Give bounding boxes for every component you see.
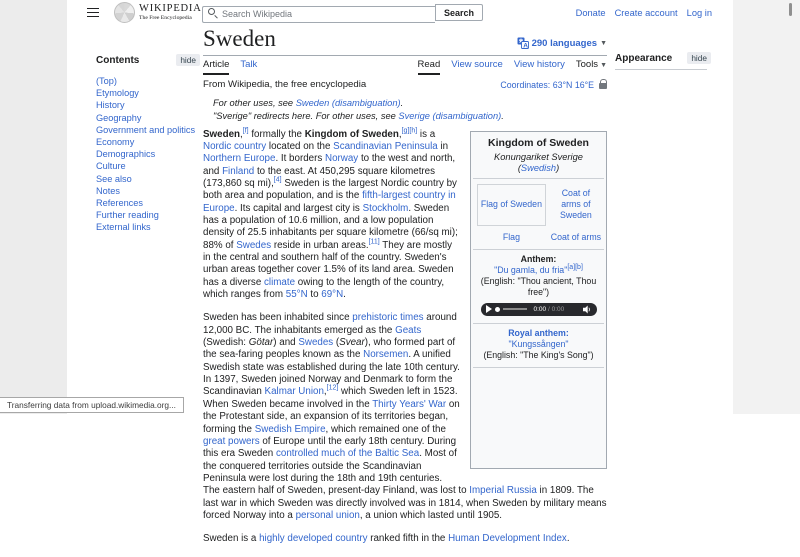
reference-link[interactable]: [12] bbox=[326, 385, 339, 393]
text-run: They are mostly in the central and southern half of the country. Sweden's urban areas together cover 1.5% of its land area. Sweden has a diverse bbox=[203, 239, 454, 288]
sidebar-item-references[interactable]: References bbox=[96, 198, 143, 209]
text-run: . Sweden has a population of 10.6 million, and a low population density of 25.5 inhabitants per square kilometre (66/sq mi); 88% of bbox=[203, 202, 458, 251]
sidebar-item-further-reading[interactable]: Further reading bbox=[96, 210, 159, 221]
text-run: to the west and north, and bbox=[203, 153, 456, 177]
seek-track[interactable] bbox=[503, 308, 527, 310]
appearance-title: Appearance bbox=[615, 52, 673, 64]
contents-hide-button[interactable]: hide bbox=[176, 54, 200, 66]
languages-label: 290 languages bbox=[531, 37, 598, 49]
anthem-label: Anthem: bbox=[520, 253, 557, 264]
text-run: to the east. At 450,295 square kilometres (173,860 sq mi), bbox=[203, 165, 436, 189]
search-button[interactable]: Search bbox=[435, 4, 483, 21]
page-title: Sweden bbox=[203, 26, 276, 51]
wiki-link[interactable]: Scandinavian Peninsula bbox=[333, 140, 438, 152]
text-run: , a union which lasted until 1905. bbox=[359, 509, 503, 521]
wiki-link[interactable]: controlled much of the Baltic Sea bbox=[275, 448, 420, 460]
text-run: reside in urban areas. bbox=[271, 239, 369, 251]
text-run: is a bbox=[417, 128, 436, 140]
text-run: ( bbox=[333, 337, 340, 349]
page-margin-right bbox=[733, 0, 800, 414]
paragraph bbox=[203, 533, 607, 545]
tab-view-source[interactable]: View source bbox=[451, 59, 503, 70]
wiki-link[interactable]: Swedish Empire bbox=[254, 423, 326, 435]
wiki-link[interactable]: fifth-largest country in Europe bbox=[203, 190, 456, 214]
text-run: Kingdom of Sweden bbox=[304, 128, 399, 140]
reference-link[interactable]: [a][b] bbox=[567, 263, 583, 271]
tab-bar bbox=[203, 59, 607, 75]
page-protected-lock-icon bbox=[599, 83, 607, 89]
user-links bbox=[576, 8, 712, 18]
text-run: "Sverige" redirects here. For other uses, see bbox=[213, 110, 399, 121]
chevron-down-icon: ▼ bbox=[600, 62, 607, 69]
wiki-link[interactable]: personal union bbox=[295, 509, 360, 521]
royal-anthem-label-link[interactable]: Royal anthem: bbox=[508, 327, 569, 338]
appearance-hide-button[interactable]: hide bbox=[687, 52, 711, 64]
tab-article[interactable]: Article bbox=[203, 59, 229, 75]
sidebar-item-etymology[interactable]: Etymology bbox=[96, 88, 139, 99]
search-icon bbox=[208, 8, 215, 15]
text-run: (Swedish: bbox=[203, 337, 249, 349]
text-run: Sweden is a bbox=[203, 533, 260, 545]
coordinates-link[interactable]: Coordinates: 63°N 16°E bbox=[500, 79, 594, 90]
text-run: For other uses, see bbox=[213, 98, 296, 108]
wiki-link[interactable]: 69°N bbox=[321, 289, 344, 301]
royal-anthem-link[interactable]: "Kungssången" bbox=[508, 338, 569, 349]
reference-link[interactable]: [f] bbox=[242, 127, 249, 135]
wiki-link[interactable]: Sweden (disambiguation) bbox=[295, 98, 401, 108]
logo-tagline: The Free Encyclopedia bbox=[139, 14, 192, 21]
infobox bbox=[470, 131, 607, 469]
text-run: Sweden has been inhabited since bbox=[203, 312, 353, 324]
text-run: , bbox=[398, 128, 402, 140]
text-run: around 12,000 BC. The inhabitants emerged as the bbox=[203, 312, 457, 336]
sidebar-item-demographics[interactable]: Demographics bbox=[96, 149, 156, 160]
text-run: . Most of the conquered territories outside the Scandinavian Peninsula were lost during the 18th and 19th centuries. The eastern half of Sweden, present-day Finland, was lost to bbox=[203, 448, 470, 497]
search-input[interactable] bbox=[202, 6, 435, 23]
text-run: . A unified Swedish state was established during the late 10th century. In 1397, Sweden joined Norway and Denmark to form the Scandinavian bbox=[203, 349, 460, 398]
scrollbar-thumb[interactable] bbox=[789, 3, 792, 16]
royal-anthem-section bbox=[473, 323, 604, 367]
wiki-link[interactable]: Nordic country bbox=[203, 140, 267, 152]
text-run: . bbox=[343, 289, 346, 301]
text-run: in bbox=[437, 140, 449, 152]
wiki-link[interactable]: Human Development Index bbox=[448, 533, 567, 545]
text-run: . bbox=[501, 110, 504, 121]
logo-title: WIKIPEDIA bbox=[139, 2, 202, 14]
text-run: Sweden is the largest Nordic country by both area and population, and is the bbox=[203, 177, 457, 202]
wiki-link[interactable]: Stockholm bbox=[362, 202, 409, 214]
wiki-link[interactable]: prehistoric times bbox=[352, 312, 424, 324]
coordinates bbox=[500, 80, 607, 90]
play-icon[interactable] bbox=[486, 305, 492, 313]
wiki-link[interactable]: climate bbox=[264, 276, 296, 288]
chevron-down-icon: ▼ bbox=[600, 39, 607, 47]
wiki-link[interactable]: Geats bbox=[395, 324, 422, 336]
text-run: of Europe until the early 18th century. During this era Sweden bbox=[203, 435, 457, 460]
seek-handle[interactable] bbox=[495, 307, 500, 312]
text-run: which Sweden left in 1523. When Sweden became involved in the bbox=[203, 386, 458, 410]
tab-tools[interactable]: Tools ▼ bbox=[575, 59, 607, 70]
language-icon bbox=[517, 37, 529, 49]
text-run: owing to the length of the country, which ranges from bbox=[203, 276, 445, 301]
flag-image-placeholder[interactable]: Flag of Sweden bbox=[477, 184, 546, 226]
wiki-link[interactable]: Swedes bbox=[236, 239, 272, 251]
wiki-link[interactable]: Norway bbox=[325, 153, 359, 165]
audio-player[interactable]: 0:00 / 0:00 bbox=[481, 303, 597, 316]
languages-button[interactable] bbox=[517, 37, 607, 52]
wiki-link[interactable]: highly developed country bbox=[259, 533, 368, 545]
sidebar-item-economy[interactable]: Economy bbox=[96, 137, 135, 148]
hatnote bbox=[213, 97, 607, 110]
coat-caption-link[interactable]: Coat of arms bbox=[550, 231, 602, 242]
text-run: ), who formed part of the sea-faring peoples known as the bbox=[203, 337, 456, 361]
sidebar-item-culture[interactable]: Culture bbox=[96, 161, 126, 172]
search-bar bbox=[202, 4, 483, 23]
wiki-link[interactable]: Swedes bbox=[298, 337, 334, 349]
contents-list bbox=[96, 75, 200, 234]
infobox-native-name: Konungariket Sverige (Swedish) bbox=[494, 151, 583, 173]
wiki-link[interactable]: Swedish bbox=[520, 162, 557, 173]
wiki-link[interactable]: Thirty Years' War bbox=[372, 398, 447, 410]
reference-link[interactable]: [4] bbox=[273, 176, 282, 184]
browser-status-text: Transferring data from upload.wikimedia.org... bbox=[0, 397, 184, 413]
page-margin-left bbox=[0, 0, 67, 414]
wiki-link[interactable]: great powers bbox=[203, 435, 260, 447]
wiki-link[interactable]: Kalmar Union bbox=[264, 386, 324, 398]
text-run: Sweden bbox=[203, 128, 241, 140]
text-run: ) and bbox=[273, 337, 299, 349]
appearance-panel bbox=[615, 52, 711, 70]
text-run: , which remained one of the bbox=[325, 423, 446, 435]
wiki-link[interactable]: 55°N bbox=[285, 289, 308, 301]
wiki-link[interactable]: Northern Europe bbox=[203, 153, 276, 165]
sidebar-item-government-and-politics[interactable]: Government and politics bbox=[96, 124, 196, 135]
text-run: . It borders bbox=[275, 153, 325, 165]
login-link[interactable]: Log in bbox=[686, 8, 712, 18]
contents-sidebar bbox=[96, 54, 200, 234]
wiki-link[interactable]: Finland bbox=[222, 165, 255, 177]
create-account-link[interactable]: Create account bbox=[614, 8, 678, 18]
text-run: ranked fifth in the bbox=[367, 533, 449, 545]
text-run: . bbox=[566, 533, 570, 545]
tab-talk[interactable]: Talk bbox=[240, 59, 258, 70]
svg-text:A: A bbox=[522, 42, 528, 49]
hatnotes bbox=[203, 97, 607, 123]
text-run: Götar bbox=[248, 337, 274, 349]
text-run: Svear bbox=[339, 337, 365, 349]
wiki-link[interactable]: Imperial Russia bbox=[469, 485, 537, 497]
appearance-divider bbox=[615, 69, 707, 70]
hatnote bbox=[213, 110, 607, 123]
tab-view-history[interactable]: View history bbox=[513, 59, 565, 70]
royal-anthem-english: (English: "The King's Song") bbox=[483, 349, 594, 360]
wikipedia-globe-icon bbox=[114, 2, 135, 23]
reference-link[interactable]: [g][h] bbox=[401, 127, 418, 135]
anthem-link[interactable]: "Du gamla, du fria" bbox=[494, 264, 568, 275]
anthem-section bbox=[473, 249, 604, 323]
flag-caption-link[interactable]: Flag bbox=[502, 231, 520, 242]
wiki-link[interactable]: Sverige (disambiguation) bbox=[398, 110, 502, 121]
sidebar-item--top-[interactable]: (Top) bbox=[96, 76, 117, 86]
coat-of-arms-image-placeholder[interactable]: Coat of arms of Sweden bbox=[560, 188, 592, 221]
wikipedia-logo[interactable] bbox=[114, 2, 202, 23]
sidebar-item-history[interactable]: History bbox=[96, 100, 125, 111]
text-run: , bbox=[323, 386, 327, 398]
text-run: formally the bbox=[248, 128, 305, 140]
donate-link[interactable]: Donate bbox=[575, 8, 606, 18]
text-run: on the Protestant side, an expansion of its territories began, forming the bbox=[203, 398, 460, 435]
top-bar bbox=[67, 0, 733, 26]
infobox-title: Kingdom of Sweden bbox=[488, 136, 589, 149]
article-subtitle: From Wikipedia, the free encyclopedia bbox=[203, 79, 367, 90]
sidebar-item-notes[interactable]: Notes bbox=[96, 185, 121, 196]
text-run: to bbox=[307, 289, 322, 301]
wiki-link[interactable]: Norsemen bbox=[363, 349, 409, 361]
sidebar-item-geography[interactable]: Geography bbox=[96, 112, 142, 123]
anthem-english: (English: "Thou ancient, Thou free") bbox=[480, 275, 597, 297]
sidebar-item-see-also[interactable]: See also bbox=[96, 173, 132, 184]
article-body bbox=[203, 129, 607, 546]
tab-read[interactable]: Read bbox=[418, 59, 441, 75]
sidebar-item-external-links[interactable]: External links bbox=[96, 222, 151, 233]
article-main bbox=[203, 26, 607, 557]
contents-title: Contents bbox=[96, 54, 140, 66]
text-run: . bbox=[400, 98, 404, 108]
infobox-continues bbox=[473, 367, 604, 466]
main-menu-icon[interactable] bbox=[87, 8, 99, 20]
reference-link[interactable]: [11] bbox=[368, 238, 380, 246]
text-run: in 1809. The last war in which Sweden was directly involved was in 1814, when Sweden by military means forced Norway into a bbox=[203, 485, 607, 521]
text-run: . Its capital and largest city is bbox=[234, 202, 363, 214]
text-run: , bbox=[240, 128, 243, 140]
text-run: located on the bbox=[266, 140, 334, 152]
volume-icon[interactable] bbox=[583, 305, 592, 314]
